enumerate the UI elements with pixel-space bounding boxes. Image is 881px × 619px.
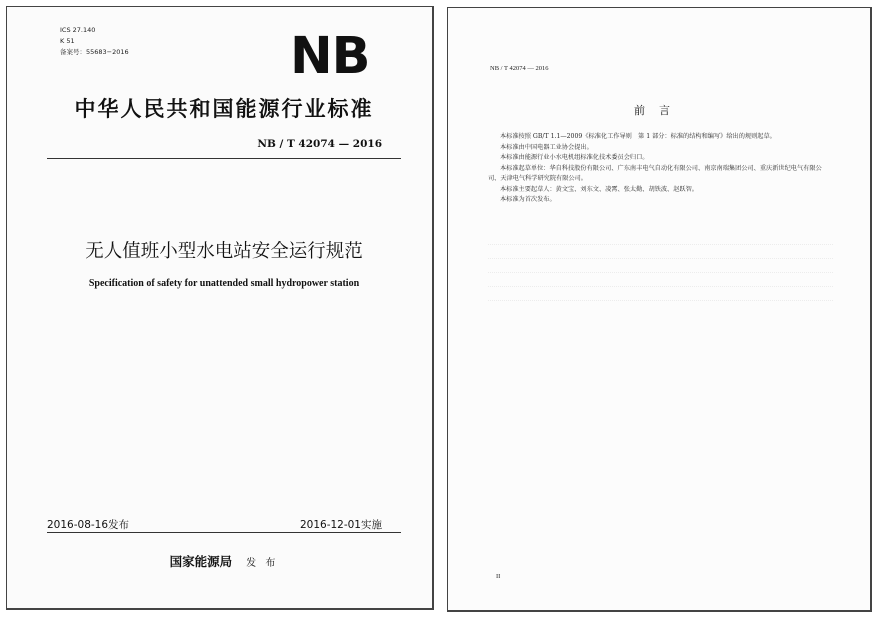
- standard-number: NB / T 42074 — 2016: [257, 138, 382, 150]
- cover-page: [6, 6, 434, 610]
- preface-paragraph: 本标准为首次发布。: [500, 196, 556, 203]
- preface-page: [447, 7, 872, 612]
- record-number: 备案号：55683−2016: [60, 48, 129, 56]
- page-number: II: [496, 573, 501, 580]
- standard-category-title: 中华人民共和国能源行业标准: [74, 96, 374, 121]
- implementation-date: 2016-12-01实施: [299, 519, 382, 531]
- show-through-line: [488, 300, 833, 301]
- ccs-code: K 51: [60, 37, 75, 45]
- show-through-line: [488, 244, 833, 245]
- standard-title-chinese: 无人值班小型水电站安全运行规范: [85, 241, 363, 262]
- preface-title: 前言: [634, 104, 684, 117]
- show-through-line: [488, 272, 833, 273]
- nb-logo: NB: [290, 27, 370, 86]
- top-divider: [47, 158, 401, 159]
- preface-paragraph: 本标准主要起草人：黄文宝、刘东文、凌霄、张太勤、胡铁波、赵跃智。: [500, 185, 698, 193]
- bottom-divider: [47, 532, 401, 533]
- classification-codes: [60, 25, 129, 58]
- publisher-name: 国家能源局: [169, 554, 233, 569]
- preface-paragraph: 本标准由中国电器工业协会提出。: [500, 143, 593, 151]
- preface-paragraph: 本标准由能源行业小水电机组标准化技术委员会归口。: [500, 154, 649, 161]
- issue-date: 2016-08-16发布: [47, 519, 130, 531]
- preface-body: [488, 132, 833, 206]
- preface-paragraph: 本标准起草单位：华自科技股份有限公司、广东南丰电气自动化有限公司、南京南瑞集团公司、重庆新世纪电气有限公司、天津电气科学研究院有限公司。: [488, 164, 822, 182]
- publisher: [47, 552, 401, 570]
- ics-code: ICS 27.140: [60, 26, 96, 34]
- show-through-line: [488, 286, 833, 287]
- preface-paragraph: 本标准按照 GB/T 1.1—2009《标准化工作导则 第 1 部分：标准的结构和编写》给出的规则起草。: [500, 133, 776, 140]
- publisher-verb: 发 布: [246, 558, 279, 569]
- standard-title-english: Specification of safety for unattended small hydropower station: [88, 278, 360, 289]
- running-header: NB / T 42074 — 2016: [490, 65, 549, 72]
- show-through-line: [488, 258, 833, 259]
